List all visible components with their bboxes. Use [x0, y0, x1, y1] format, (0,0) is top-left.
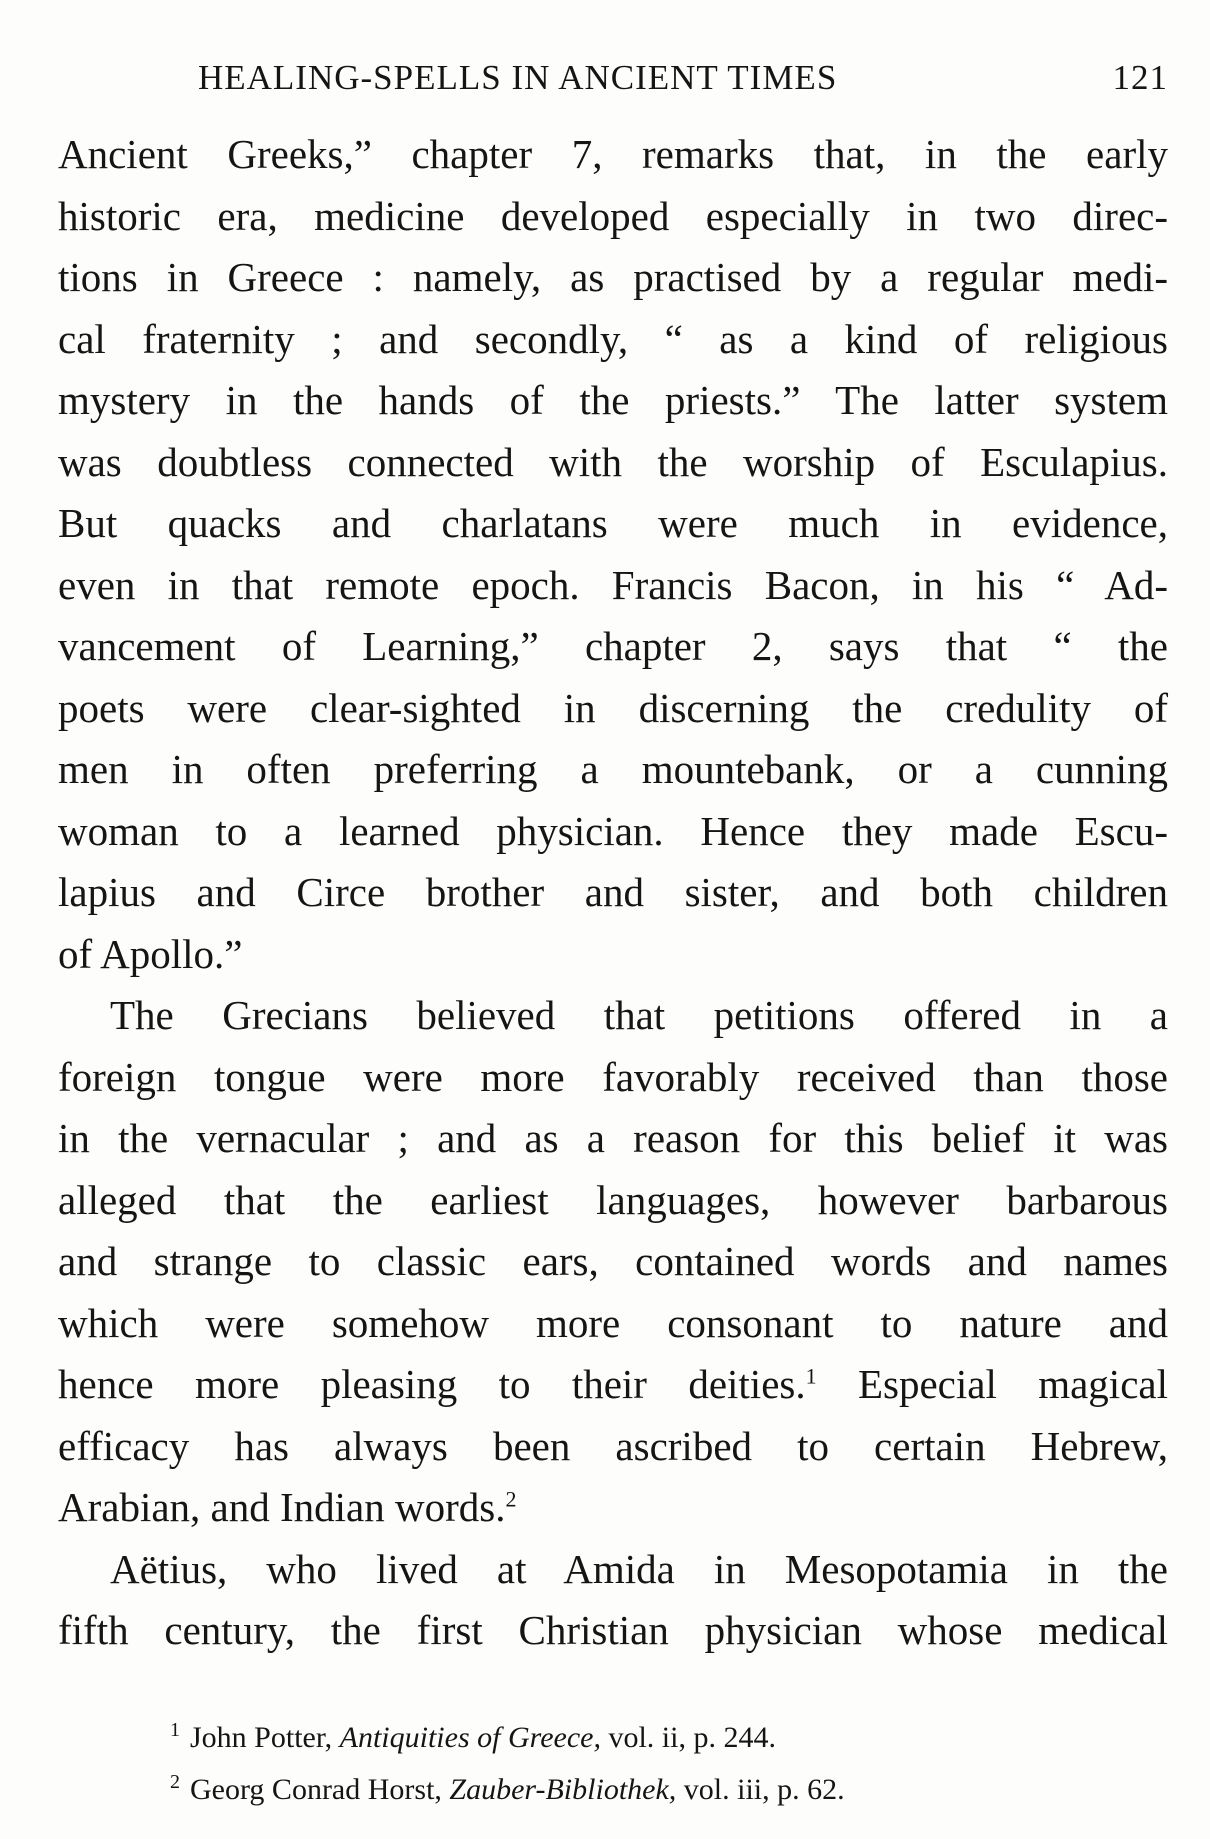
text-line: and strange to classic ears, contained words and names	[58, 1238, 1168, 1284]
text-line: Ancient Greeks,” chapter 7, remarks that, in the early	[58, 131, 1168, 177]
text-line: was doubtless connected with the worship of Esculapius.	[58, 438, 1168, 485]
footnote-1	[170, 1708, 1168, 1760]
footnote-mark: 2	[170, 1770, 180, 1793]
footnote-citation: vol. iii, p. 62.	[676, 1772, 845, 1806]
text-line: which were somehow more consonant to nature and	[58, 1299, 1168, 1346]
text-line: mystery in the hands of the priests.” The latter system	[58, 377, 1168, 423]
footnote-ref-1[interactable]: 1	[805, 1363, 817, 1389]
text-line: The Grecians believed that petitions offered in a	[110, 992, 1168, 1038]
text-segment: Especial magical	[816, 1361, 1168, 1407]
footnote-title: Antiquities of Greece,	[339, 1720, 601, 1754]
footnote-author: John Potter,	[190, 1720, 340, 1754]
text-line: lapius and Circe brother and sister, and both children	[58, 869, 1168, 915]
footnote-title: Zauber-Bibliothek,	[449, 1772, 677, 1806]
text-line: historic era, medicine developed especially in two direc-	[58, 192, 1168, 239]
text-line: fifth century, the first Christian physician whose medical	[58, 1607, 1168, 1653]
book-page	[58, 58, 1168, 1812]
footnote-author: Georg Conrad Horst,	[190, 1772, 450, 1806]
text-line-with-footnote-ref	[58, 1477, 1168, 1539]
footnote-mark: 1	[170, 1718, 180, 1741]
text-line: efficacy has always been ascribed to certain Hebrew,	[58, 1422, 1168, 1469]
text-segment: hence more pleasing to their deities.	[58, 1361, 806, 1407]
paragraph-3	[58, 1539, 1168, 1662]
text-segment: Arabian, and Indian words.	[58, 1484, 506, 1530]
text-line: vancement of Learning,” chapter 2, says that “ the	[58, 623, 1168, 669]
paragraph-2	[58, 985, 1168, 1539]
text-line: cal fraternity ; and secondly, “ as a kind of religious	[58, 315, 1168, 362]
text-line: in the vernacular ; and as a reason for this belief it was	[58, 1115, 1168, 1161]
text-line: But quacks and charlatans were much in evidence,	[58, 500, 1168, 546]
footnote-citation: vol. ii, p. 244.	[600, 1720, 776, 1754]
text-line: tions in Greece : namely, as practised by a regular medi-	[58, 254, 1168, 300]
body-text	[58, 124, 1168, 1662]
running-title: HEALING-SPELLS IN ANCIENT TIMES	[198, 58, 838, 97]
footnote-ref-2[interactable]: 2	[505, 1486, 517, 1512]
paragraph-1	[58, 124, 1168, 985]
text-line: woman to a learned physician. Hence they made Escu-	[58, 807, 1168, 854]
running-head	[58, 58, 1168, 108]
text-line-with-footnote-ref	[58, 1354, 1168, 1416]
page-number: 121	[1112, 58, 1168, 97]
footnote-2	[170, 1760, 1168, 1812]
footnotes	[58, 1708, 1168, 1812]
text-line: poets were clear-sighted in discerning the credulity of	[58, 684, 1168, 731]
text-line: Aëtius, who lived at Amida in Mesopotamia in the	[110, 1545, 1168, 1592]
text-line: even in that remote epoch. Francis Bacon, in his “ Ad-	[58, 561, 1168, 608]
text-line: of Apollo.”	[58, 930, 243, 977]
text-line: men in often preferring a mountebank, or a cunning	[58, 746, 1168, 792]
text-line: foreign tongue were more favorably received than those	[58, 1053, 1168, 1100]
text-line: alleged that the earliest languages, however barbarous	[58, 1176, 1168, 1223]
